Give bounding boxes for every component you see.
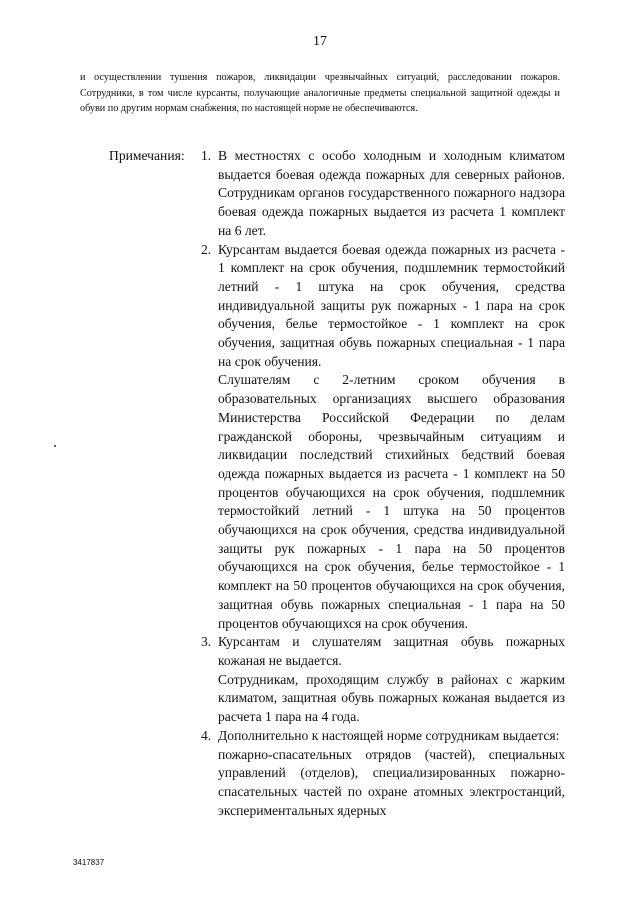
document-code: 3417837 bbox=[73, 858, 105, 867]
note-paragraph: Слушателям с 2-летним сроком обучения в образовательных организациях высшего образования Министерства Российской Федерации по делам гражданской обороны, чрезвычайным ситуациям и ликвидации последствий стихийных бедствий боевая одежда пожарных выдается из расчета - 1 комплект на 50 процентов обучающихся на срок обучения, подшлемник термостойкий летний - 1 штука на 50 процентов обучающихся на срок обучения, средства индивидуальной защиты рук пожарных - 1 пара на 50 процентов обучающихся на срок обучения, белье термостойкое - 1 комплект на 50 процентов обучающихся на срок обучения, защитная обувь пожарных специальная - 1 пара на 50 процентов обучающихся на срок обучения. bbox=[218, 372, 565, 631]
note-number: 2. bbox=[201, 241, 212, 257]
note-number: 1. bbox=[201, 148, 212, 163]
intro-paragraph bbox=[80, 70, 560, 117]
note-2 bbox=[201, 241, 565, 634]
note-paragraph: Сотрудникам, проходящим службу в районах с жарким климатом, защитная обувь пожарных кожаная выдается из расчета 1 пара на 4 года. bbox=[218, 671, 565, 725]
note-paragraph: В местностях с особо холодным и холодным климатом выдается боевая одежда пожарных для северных районов. Сотрудникам органов государственного пожарного надзора боевая одежда пожарных выдается из расчета 1 комплект на 6 лет. bbox=[218, 148, 565, 238]
notes-section bbox=[109, 147, 565, 820]
intro-text: и осуществлении тушения пожаров, ликвидации чрезвычайных ситуаций, расследовании пожаров. Сотрудники, в том числе курсанты, получающие аналогичные предметы специальной защитной одежды и обуви по другим нормам снабжения, по настоящей норме не обеспечиваются. bbox=[80, 72, 560, 114]
note-3 bbox=[201, 633, 565, 727]
note-paragraph: Курсантам и слушателям защитная обувь пожарных кожаная не выдается. bbox=[218, 634, 565, 668]
note-1 bbox=[201, 147, 565, 241]
notes-label: Примечания: bbox=[109, 148, 185, 163]
note-paragraph: пожарно-спасательных отрядов (частей), специальных управлений (отделов), специализированных пожарно-спасательных частей по охране атомных электростанций, экспериментальных ядерных bbox=[218, 746, 565, 818]
scan-dot bbox=[54, 445, 56, 447]
note-paragraph: Дополнительно к настоящей норме сотрудникам выдается: bbox=[218, 727, 560, 743]
note-number: 3. bbox=[201, 634, 212, 650]
note-number: 4. bbox=[201, 727, 212, 743]
page-number: 17 bbox=[313, 34, 327, 49]
note-paragraph: Курсантам выдается боевая одежда пожарных из расчета - 1 комплект на срок обучения, подшлемник термостойкий летний - 1 штука на срок обучения, средства индивидуальной защиты рук пожарных - 1 пара на срок обучения, белье термостойкое - 1 комплект на срок обучения, защитная обувь пожарных специальная - 1 пара на срок обучения. bbox=[218, 241, 565, 369]
note-4 bbox=[201, 727, 565, 821]
